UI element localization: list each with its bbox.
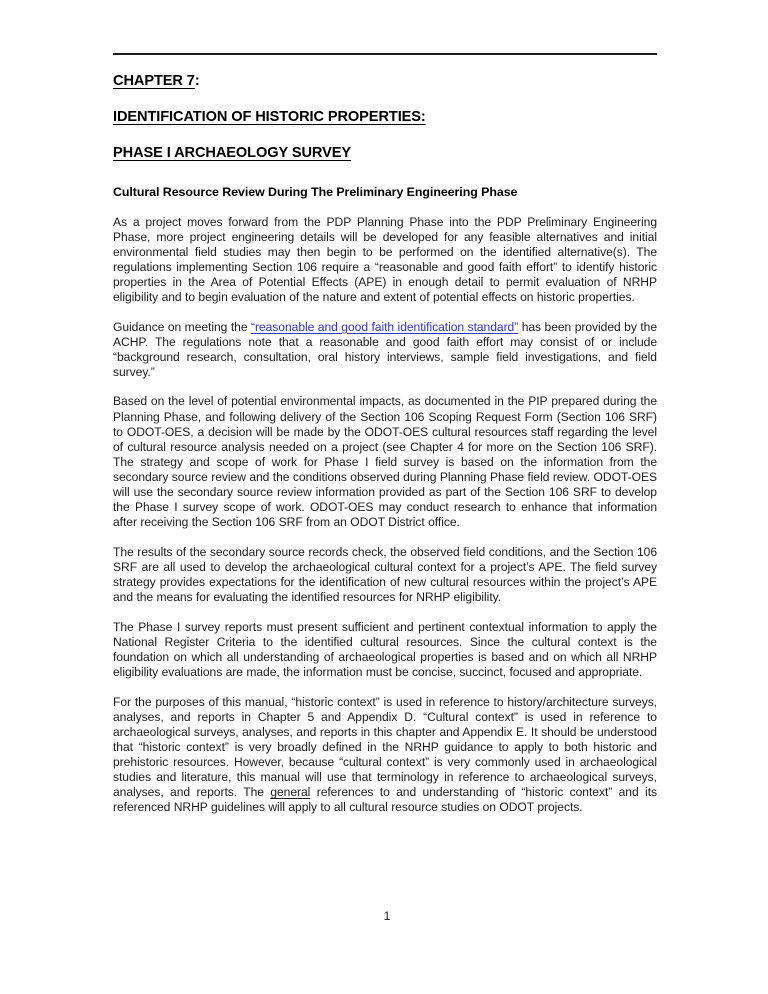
paragraph-terminology-part1: For the purposes of this manual, “historic context” is used in reference to history/architecture surveys, analyses, and reports in Chapter 5 and Appendix D. “Cultural context” is used in reference to archaeological surveys, analyses, and reports in this chapter and Appendix E. It should be understood that “historic context” is very broadly defined in the NRHP guidance to apply to both historic and prehistoric resources. However, because “cultural context” is very commonly used in archaeological studies and literature, this manual will use that terminology in reference to archaeological surveys, analyses, and reports. The <box>113 694 657 800</box>
paragraph-guidance-prefix: Guidance on meeting the <box>113 319 251 334</box>
page-content <box>113 53 657 815</box>
chapter-number-label: CHAPTER 7 <box>113 73 195 89</box>
paragraph-terminology-emphasis: general <box>270 785 311 800</box>
paragraph-terminology-part2: references to and understanding of “historic context” and its referenced NRHP guidelines will apply to all cultural resource studies on ODOT projects. <box>113 785 657 815</box>
good-faith-standard-link[interactable]: “reasonable and good faith identification standard” <box>250 319 519 334</box>
paragraph-scoping: Based on the level of potential environmental impacts, as documented in the PIP prepared during the Planning Phase, and following delivery of the Section 106 Scoping Request Form (Section 106 SRF) to ODOT-OES, a decision will be made by the ODOT-OES cultural resources staff regarding the level of cultural resource analysis needed on a project (see Chapter 4 for more on the Section 106 SRF). The strategy and scope of work for Phase I field survey is based on the information from the secondary source review and the conditions observed during Planning Phase field review. ODOT-OES will use the secondary source review information provided as part of the Section 106 SRF to develop the Phase I survey scope of work. ODOT-OES may conduct research to enhance that information after receiving the Section 106 SRF from an ODOT District office. <box>113 394 657 530</box>
chapter-subtitle-label: PHASE I ARCHAEOLOGY SURVEY <box>113 145 351 162</box>
paragraph-results: The results of the secondary source records check, the observed field conditions, and the Section 106 SRF are all used to develop the archaeological cultural context for a project’s APE. The field survey strategy provides expectations for the identification of new cultural resources within the project’s APE and the means for evaluating the identified resources for NRHP eligibility. <box>113 544 657 605</box>
chapter-title-heading <box>113 109 657 126</box>
paragraph-intro: As a project moves forward from the PDP Planning Phase into the PDP Preliminary Engineering Phase, more project engineering details will be developed for any feasible alternatives and initial environmental field studies may then begin to be performed on the identified alternative(s). The regulations implementing Section 106 require a “reasonable and good faith effort” to identify historic properties in the Area of Potential Effects (APE) in enough detail to permit evaluation of NRHP eligibility and to begin evaluation of the nature and extent of potential effects on historic properties. <box>113 214 657 304</box>
chapter-subtitle-heading <box>113 145 657 162</box>
paragraph-guidance-suffix: has been provided by the ACHP. The regulations note that a reasonable and good faith effort may consist of or include “background research, consultation, oral history interviews, sample field investigations, and field survey.” <box>113 319 657 379</box>
chapter-number-colon: : <box>194 73 200 89</box>
paragraph-terminology <box>113 695 657 816</box>
paragraph-reports: The Phase I survey reports must present sufficient and pertinent contextual information to apply the National Register Criteria to the identified cultural resources. Since the cultural context is the foundation on which all understanding of archaeological properties is based and on which all NRHP eligibility evaluations are made, the information must be concise, succinct, focused and appropriate. <box>113 619 657 679</box>
chapter-number-heading <box>113 73 657 90</box>
paragraph-guidance <box>113 320 657 380</box>
section-heading: Cultural Resource Review During The Preliminary Engineering Phase <box>113 184 518 199</box>
footer-page-number: 1 <box>383 909 391 923</box>
header-divider-rule <box>113 53 657 55</box>
chapter-title-label: IDENTIFICATION OF HISTORIC PROPERTIES: <box>113 109 426 126</box>
